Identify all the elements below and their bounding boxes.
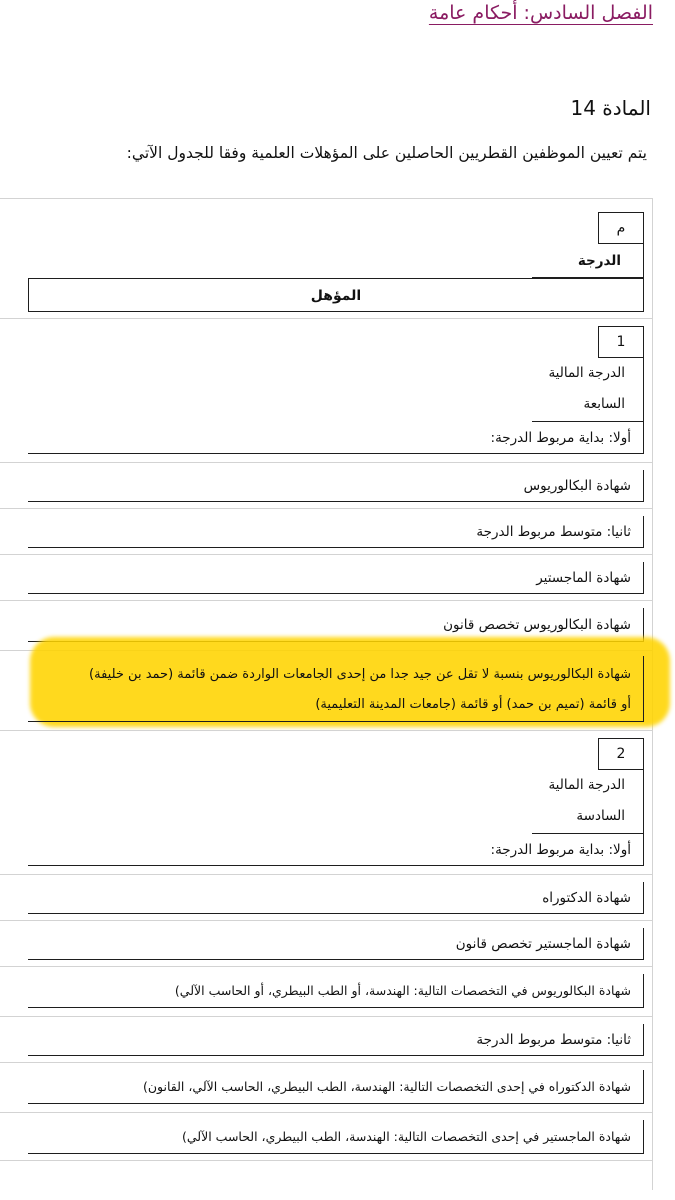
separator <box>0 508 652 509</box>
separator <box>0 1160 652 1161</box>
separator <box>0 730 652 731</box>
highlighted-table-row <box>28 656 644 722</box>
table-row: شهادة الماجستير في إحدى التخصصات التالية: الهندسة، الطب البيطري، الحاسب الآلي) <box>28 1120 644 1154</box>
group1-number: 1 <box>616 334 626 350</box>
table-row: شهادة الدكتوراه <box>28 882 644 914</box>
separator <box>0 1016 652 1017</box>
group2-grade-line2: السادسة <box>576 808 625 824</box>
separator <box>0 1112 652 1113</box>
separator <box>0 874 652 875</box>
header-num-cell <box>598 212 644 244</box>
header-grade-label: الدرجة <box>577 253 621 269</box>
separator <box>0 966 652 967</box>
header-qualification-cell <box>28 278 644 312</box>
separator <box>0 600 652 601</box>
table-row: شهادة البكالوريوس في التخصصات التالية: الهندسة، أو الطب البيطري، أو الحاسب الآلي) <box>28 974 644 1008</box>
header-grade-cell <box>532 244 644 278</box>
highlighted-row-line2: أو قائمة (تميم بن حمد) أو قائمة (جامعات المدينة التعليمية) <box>315 697 631 712</box>
separator <box>0 1062 652 1063</box>
intro-text: يتم تعيين الموظفين القطريين الحاصلين على المؤهلات العلمية وفقا للجدول الآتي: <box>126 144 647 162</box>
table-row: شهادة الماجستير تخصص قانون <box>28 928 644 960</box>
table-row: ثانيا: متوسط مربوط الدرجة <box>28 516 644 548</box>
header-num-label: م <box>616 220 626 236</box>
table-row: شهادة البكالوريوس تخصص قانون <box>28 608 644 642</box>
group1-grade-line2: السابعة <box>583 396 625 412</box>
group1-grade-cell <box>532 358 644 422</box>
header-qualification-label: المؤهل <box>310 288 362 304</box>
table-row: شهادة الماجستير <box>28 562 644 594</box>
group1-grade-line1: الدرجة المالية <box>548 365 625 381</box>
article-title: المادة 14 <box>570 96 651 120</box>
table-row: شهادة البكالوريوس <box>28 470 644 502</box>
table-row: شهادة الدكتوراه في إحدى التخصصات التالية: الهندسة، الطب البيطري، الحاسب الآلي، القانون) <box>28 1070 644 1104</box>
table-row: أولا: بداية مربوط الدرجة: <box>28 422 644 454</box>
table-row: ثانيا: متوسط مربوط الدرجة <box>28 1024 644 1056</box>
table-row: أولا: بداية مربوط الدرجة: <box>28 834 644 866</box>
group2-grade-line1: الدرجة المالية <box>548 777 625 793</box>
group2-number: 2 <box>616 746 626 762</box>
separator <box>0 198 652 199</box>
separator <box>0 318 652 319</box>
group2-number-cell <box>598 738 644 770</box>
highlighted-row-line1: شهادة البكالوريوس بنسبة لا تقل عن جيد جدا من إحدى الجامعات الواردة ضمن قائمة (حمد بن خليفة) <box>89 667 631 682</box>
separator <box>0 554 652 555</box>
separator <box>0 920 652 921</box>
separator <box>0 462 652 463</box>
group2-grade-cell <box>532 770 644 834</box>
chapter-title: الفصل السادس: أحكام عامة <box>428 2 653 24</box>
group1-number-cell <box>598 326 644 358</box>
